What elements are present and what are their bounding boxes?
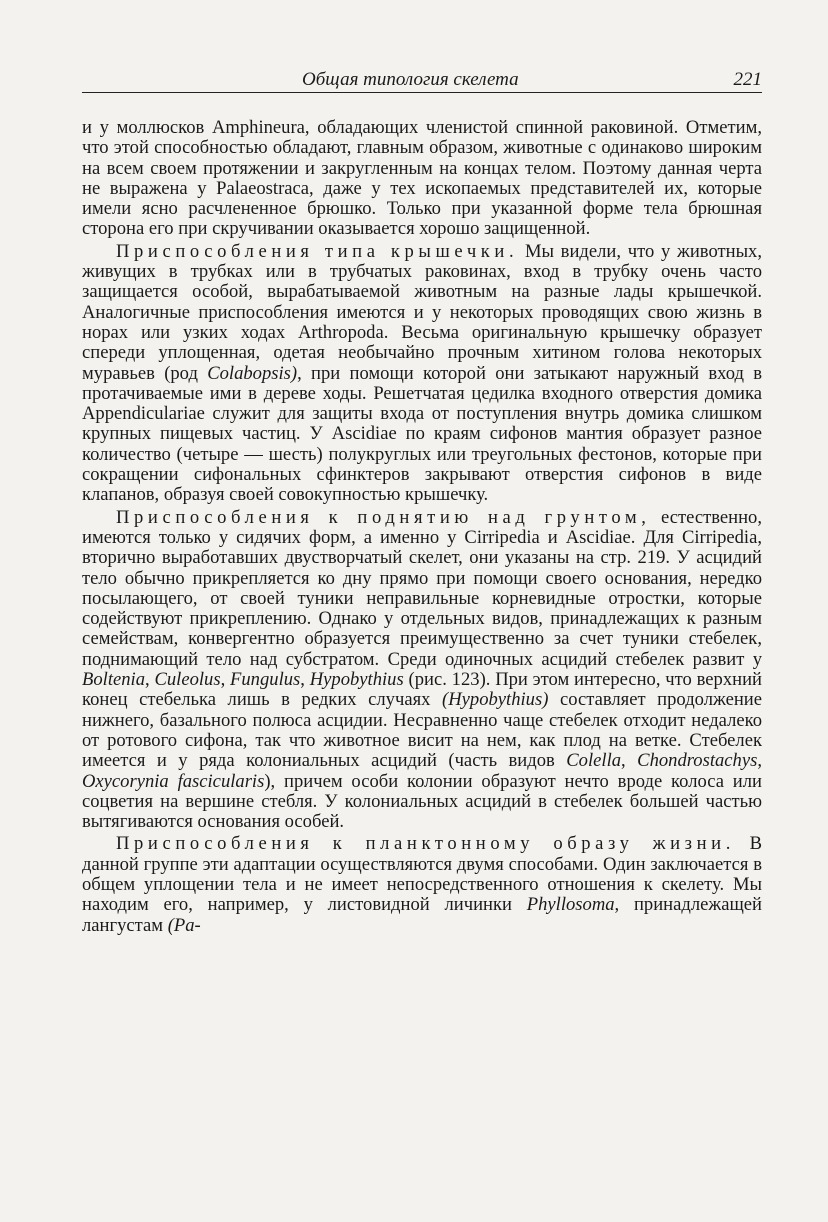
page-header [82, 62, 762, 93]
italic-genus-name: Boltenia [82, 669, 145, 691]
italic-genus-name: Culeolus [154, 669, 221, 691]
paragraph-text: составляет продолжение нижнего, базального полюса асцидии. Несравненно чаще стебелек отходит недалеко от ротового сифона, так что животное висит на нем, как плод на ветке. Стебелек имеется и у ряда колониальных асцидий (часть видов [82, 689, 762, 772]
italic-genus-name: Colella [566, 750, 622, 772]
running-title: Общая типология скелета [302, 69, 519, 90]
section-heading-planktonic: Приспособления к планктонному образу жизни. [116, 833, 735, 855]
paragraph-raising-above-ground [82, 508, 762, 833]
italic-genus-name: Fungulus [230, 669, 301, 691]
paragraph-text: , принадлежащей лангустам [82, 894, 762, 936]
italic-genus-name: (Pa- [167, 914, 201, 936]
paragraph-planktonic-adaptations [82, 834, 762, 935]
paragraph-rolling-up [82, 118, 762, 240]
paragraph-lid-adaptations [82, 242, 762, 506]
page-number: 221 [733, 69, 762, 90]
paragraph-text: В данной группе эти адаптации осуществляются двумя способами. Один заключается в общем уплощении тела и не имеет непосредственного отношения к скелету. Мы находим его, например, у листовидной личинки [82, 833, 762, 916]
text-separator: , [757, 750, 762, 772]
section-heading-raising: Приспособления к поднятию над грунтом, [116, 506, 651, 528]
paragraph-text: (рис. 123). При этом интересно, что верхний конец стебелька лишь в редких случаях [82, 669, 763, 711]
paragraph-text: и у моллюсков Amphineura, обладающих членистой спинной раковиной. Отметим, что этой способностью обладают, главным образом, животные с одинаково широким на всем своем протяжении и закругленным на концах телом. Поэтому данная черта не выражена у Palaeostraca, даже у тех ископаемых представителей их, которые имели ясно расчлененное брюшко. Только при указанной форме тела брюшная сторона его при скручивании оказывается хорошо защищенной. [82, 117, 762, 240]
body-text [82, 118, 762, 938]
italic-genus-name: Chondrostachys [637, 750, 758, 772]
italic-genus-name: Colabopsis) [207, 362, 298, 384]
text-separator: , [220, 669, 231, 691]
paragraph-text: , при помощи которой они затыкают наружный вход в протачиваемые ими в дереве ходы. Решетчатая цедилка входного отверстия домика Appendiculariae служит для защиты входа от поступления внутрь домика слишком крупных пищевых частиц. У Ascidiae по краям сифонов мантия образует разное количество (четыре — шесть) полукруглых или треугольных фестонов, которые при сокращении сифональных сфинктеров закрывают отверстия сифонов в виде клапанов, образуя своей совокупностью крышечку. [82, 362, 762, 506]
italic-genus-name: Phyllosoma [526, 894, 615, 916]
text-separator: , [621, 750, 638, 772]
italic-species-name: Oxycorynia fascicularis [82, 770, 265, 792]
italic-genus-name: Hypobythius [309, 669, 404, 691]
paragraph-text: естественно, имеются только у сидячих форм, а именно у Cirripedia и Ascidiae. Для Cirripedia, вторично выработавших двустворчатый скелет, они указаны на стр. 219. У асцидий тело обычно прикрепляется ко дну прямо при помощи своего основания, нередко посылающего, от своей туники неправильные корневидные отростки, которые содействуют прикреплению. Однако у отдельных видов, принадлежащих к разным семействам, конвергентно образуется преимущественно за счет туники стебелек, поднимающий тело над субстратом. Среди одиночных асцидий стебелек развит у [82, 506, 763, 670]
paragraph-text: Мы видели, что у животных, живущих в трубках или в трубчатых раковинах, вход в трубку очень часто защищается особой, вырабатываемой животным на разные лады крышечкой. Аналогичные приспособления имеются и у некоторых проводящих свою жизнь в норах или узких ходах Arthropoda. Весьма оригинальную крышечку образует спереди уплощенная, одетая необычайно прочным хитином голова некоторых муравьев (род [82, 240, 763, 384]
paragraph-text: ), причем особи колонии образуют нечто вроде колоса или соцветия на вершине стебля. У колониальных асцидий в стебелек большей частью вытягиваются основания особей. [82, 770, 762, 833]
italic-genus-name: (Hypobythius) [442, 689, 549, 711]
text-separator: , [145, 669, 155, 691]
section-heading-lid: Приспособления типа крышечки. [116, 240, 519, 262]
text-separator: , [300, 669, 310, 691]
